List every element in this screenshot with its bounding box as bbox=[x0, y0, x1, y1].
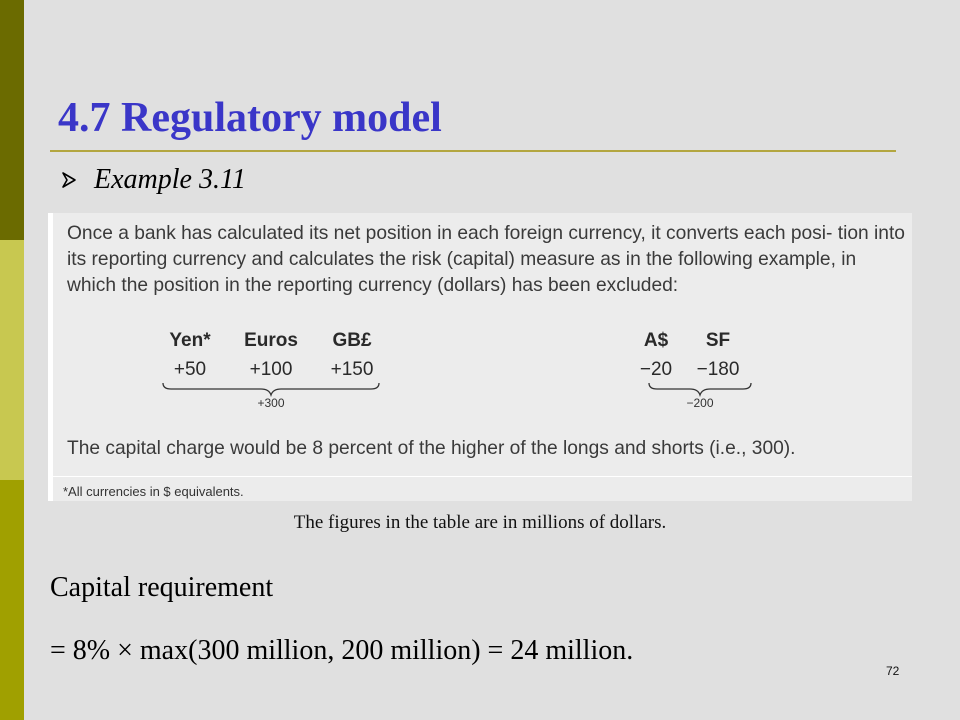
short-total: −200 bbox=[686, 396, 714, 410]
currency-header-sf: SF bbox=[705, 330, 731, 351]
currency-value-gbp: +150 bbox=[330, 359, 374, 380]
currency-value-aud: −20 bbox=[639, 359, 673, 380]
sidebar-block-top bbox=[0, 0, 24, 240]
footnote: *All currencies in $ equivalents. bbox=[63, 484, 244, 499]
sidebar-decoration bbox=[0, 0, 24, 720]
currency-header-euros: Euros bbox=[244, 330, 298, 351]
title-underline bbox=[50, 150, 896, 152]
currency-value-euros: +100 bbox=[249, 359, 293, 380]
long-total: +300 bbox=[257, 396, 285, 410]
figure-caption: The figures in the table are in millions of dollars. bbox=[293, 512, 667, 533]
footnote-divider bbox=[53, 476, 912, 477]
capital-formula: = 8% × max(300 million, 200 million) = 24 million. bbox=[50, 635, 634, 666]
slide-title: 4.7 Regulatory model bbox=[58, 95, 442, 141]
currency-value-sf: −180 bbox=[696, 359, 740, 380]
page-number: 72 bbox=[886, 664, 900, 678]
currency-header-aud: A$ bbox=[643, 330, 669, 351]
capital-charge-text: The capital charge would be 8 percent of the higher of the longs and shorts (i.e., 300). bbox=[67, 438, 796, 459]
bullet-item bbox=[60, 162, 246, 198]
excerpt-paragraph: Once a bank has calculated its net position in each foreign currency, it converts each posi- tion into its reporting currency and calculates the risk (capital) measure as in the following example, in which the position in the reporting currency (dollars) has been excluded: bbox=[67, 223, 905, 296]
capital-requirement-label: Capital requirement bbox=[50, 572, 274, 603]
textbook-excerpt bbox=[48, 213, 912, 501]
currency-value-yen: +50 bbox=[173, 359, 207, 380]
bullet-text: Example 3.11 bbox=[94, 164, 246, 195]
long-brace bbox=[161, 381, 381, 397]
sidebar-block-middle bbox=[0, 240, 24, 480]
currency-header-gbp: GB£ bbox=[332, 330, 372, 351]
currency-header-yen: Yen* bbox=[169, 330, 211, 351]
short-brace bbox=[647, 381, 753, 397]
arrow-bullet-icon bbox=[60, 171, 78, 189]
